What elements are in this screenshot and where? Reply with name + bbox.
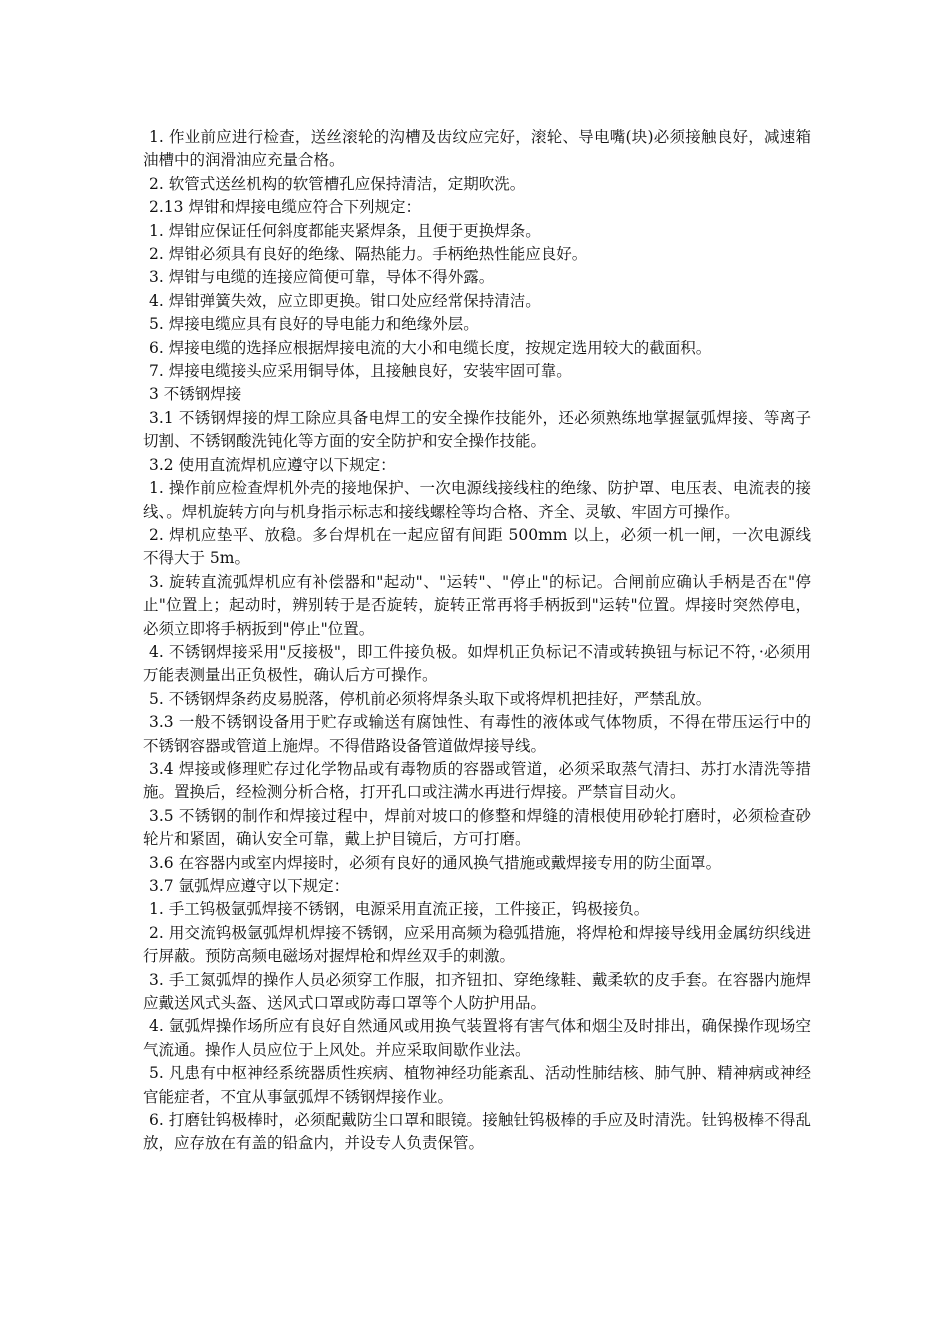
paragraph: 2. 用交流钨极氩弧焊机焊接不锈钢，应采用高频为稳弧措施，将焊枪和焊接导线用金属纺织线进行屏蔽。预防高频电磁场对握焊枪和焊丝双手的刺激。	[143, 923, 811, 966]
paragraph: 1. 手工钨极氩弧焊接不锈钢，电源采用直流正接，工件接正，钨极接负。	[149, 900, 650, 919]
paragraph: 3. 手工氮弧焊的操作人员必须穿工作服，扣齐钮扣、穿绝缘鞋、戴柔软的皮手套。在容器内施焊应戴送风式头盔、送风式口罩或防毒口罩等个人防护用品。	[143, 970, 811, 1013]
paragraph: 1. 焊钳应保证任何斜度都能夹紧焊条，且便于更换焊条。	[149, 221, 541, 240]
paragraph: 2. 焊机应垫平、放稳。多台焊机在一起应留有间距 500mm 以上，必须一机一闸，一次电源线不得大于 5m。	[143, 525, 811, 568]
paragraph: 3. 旋转直流弧焊机应有补偿器和"起动"、"运转"、"停止"的标记。合闸前应确认手柄是否在"停止"位置上；起动时，辨别转于是否旋转，旋转正常再将手柄扳到"运转"位置。焊接时突然停电，必须立即将手柄扳到"停止"位置。	[143, 572, 811, 638]
paragraph: 4. 氩弧焊操作场所应有良好自然通风或用换气装置将有害气体和烟尘及时排出，确保操作现场空气流通。操作人员应位于上风处。并应采取间歇作业法。	[143, 1017, 811, 1059]
paragraph: 5. 焊接电缆应具有良好的导电能力和绝缘外层。	[149, 315, 479, 334]
paragraph: 2. 软管式送丝机构的软管槽孔应保持清洁，定期吹洗。	[149, 174, 526, 193]
paragraph: 3.1 不锈钢焊接的焊工除应具备电焊工的安全操作技能外，还必须熟练地掌握氩弧焊接、等离子切割、不锈钢酸洗钝化等方面的安全防护和安全操作技能。	[143, 408, 811, 451]
paragraph: 6. 焊接电缆的选择应根据焊接电流的大小和电缆长度，按规定选用较大的截面积。	[149, 338, 712, 357]
section-heading: 3 不锈钢焊接	[149, 385, 242, 404]
paragraph: 1. 作业前应进行检查，送丝滚轮的沟槽及齿纹应完好，滚轮、导电嘴(块)必须接触良好，减速箱油槽中的润滑油应充量合格。	[143, 128, 811, 170]
document-body	[143, 126, 811, 1156]
paragraph: 6. 打磨钍钨极棒时，必须配戴防尘口罩和眼镜。接触钍钨极棒的手应及时清洗。钍钨极棒不得乱放，应存放在有盖的铅盒内，并设专人负责保管。	[143, 1111, 811, 1153]
paragraph: 2. 焊钳必须具有良好的绝缘、隔热能力。手柄绝热性能应良好。	[149, 245, 588, 264]
paragraph: 1. 操作前应检查焊机外壳的接地保护、一次电源线接线柱的绝缘、防护罩、电压表、电流表的接线、。焊机旋转方向与机身指示标志和接线螺栓等均合格、齐全、灵敏、牢固方可操作。	[143, 479, 811, 521]
paragraph: 3.3 一般不锈钢设备用于贮存或输送有腐蚀性、有毒性的液体或气体物质，不得在带压运行中的不锈钢容器或管道上施焊。不得借路设备管道做焊接导线。	[143, 713, 811, 755]
paragraph: 7. 焊接电缆接头应采用铜导体，且接触良好，安装牢固可靠。	[149, 362, 572, 381]
paragraph: 3. 焊钳与电缆的连接应简便可靠，导体不得外露。	[149, 268, 495, 287]
paragraph: 5. 不锈钢焊条药皮易脱落，停机前必须将焊条头取下或将焊机把挂好，严禁乱放。	[149, 689, 712, 708]
paragraph: 3.4 焊接或修理贮存过化学物品或有毒物质的容器或管道，必须采取蒸气清扫、苏打水清洗等措施。置换后，经检测分析合格，打开孔口或注满水再进行焊接。严禁盲目动火。	[143, 759, 811, 802]
section-heading: 3.2 使用直流焊机应遵守以下规定：	[149, 455, 396, 474]
paragraph: 4. 不锈钢焊接采用"反接极"，即工件接负极。如焊机正负标记不清或转换钮与标记不符，·必须用万能表测量出正负极性，确认后方可操作。	[143, 642, 811, 685]
section-heading: 2.13 焊钳和焊接电缆应符合下列规定：	[149, 198, 421, 217]
section-heading: 3.7 氩弧焊应遵守以下规定：	[149, 877, 350, 895]
paragraph: 4. 焊钳弹簧失效，应立即更换。钳口处应经常保持清洁。	[149, 291, 541, 310]
paragraph: 3.5 不锈钢的制作和焊接过程中，焊前对坡口的修整和焊缝的清根使用砂轮打磨时，必须检查砂轮片和紧固，确认安全可靠，戴上护目镜后，方可打磨。	[143, 806, 811, 849]
paragraph: 3.6 在容器内或室内焊接时，必须有良好的通风换气措施或戴焊接专用的防尘面罩。	[149, 853, 722, 872]
paragraph: 5. 凡患有中枢神经系统器质性疾病、植物神经功能紊乱、活动性肺结核、肺气肿、精神病或神经官能症者，不宜从事氩弧焊不锈钢焊接作业。	[143, 1064, 811, 1106]
